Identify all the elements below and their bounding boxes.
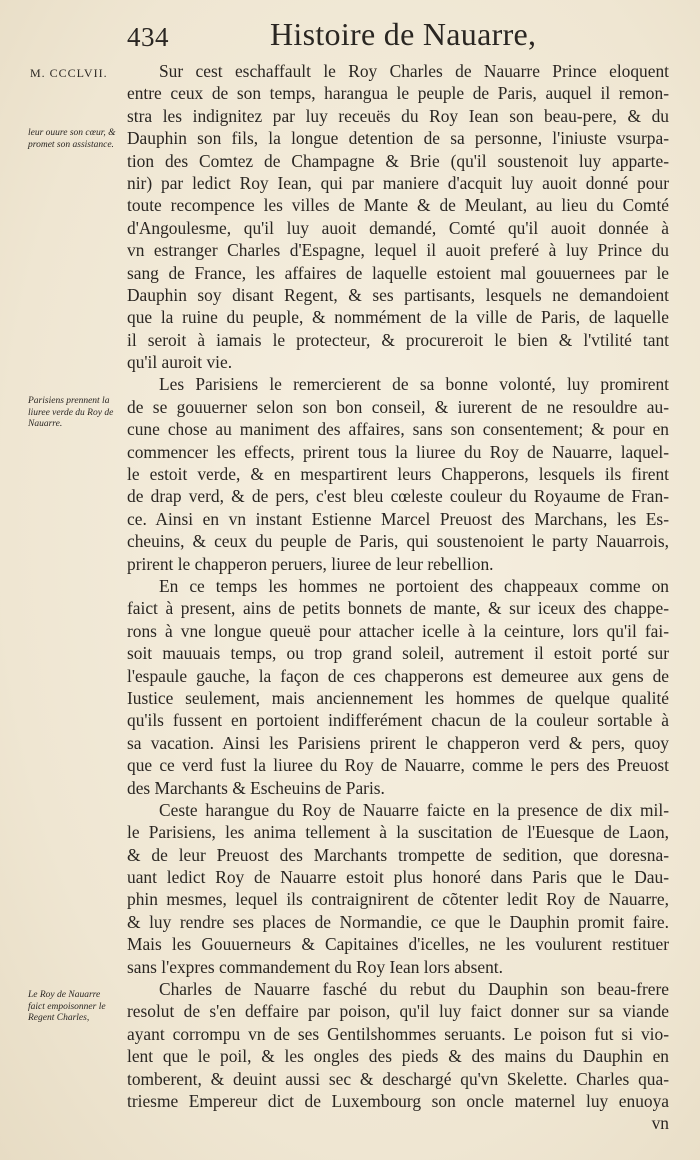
text-line: Ceste harangue du Roy de Nauarre faicte en la presence de dix mil-: [159, 799, 669, 820]
text-line: soit mauuais temps, ou trop grand soleil, autrement il estoit porté sur: [127, 643, 669, 664]
text-line: d'Angoulesme, qu'il luy auoit demandé, Comté qu'il auoit donnée à: [127, 217, 669, 238]
text-line: sang de France, les affaires de laquelle estoient mal gouuernees par le: [127, 262, 669, 283]
text-line: prirent le chapperon peruers, liuree de leur rebellion.: [127, 553, 494, 574]
text-line: Dauphin son fils, la longue detention de sa personne, l'iniuste vsurpa-: [127, 128, 669, 149]
text-line: commencer les effects, prirent tous la liuree du Roy de Nauarre, laquel-: [127, 441, 669, 462]
text-line: & de leur Preuost des Marchants trompette de sedition, que doresna-: [127, 844, 669, 865]
text-line: ayant corrompu vn de ses Gentilshommes seruants. Le poison fut si vio-: [127, 1023, 669, 1044]
text-line: Charles de Nauarre fasché du rebut du Dauphin son beau-frere: [159, 979, 669, 1000]
text-line: sans l'expres commandement du Roy Iean lors absent.: [127, 956, 503, 977]
margin-note: Le Roy de Nauarre faict empoisonner le Regent Charles,: [28, 990, 106, 1023]
text-line: nir) par ledict Roy Iean, qui par maniere d'acquit luy auoit donné pour: [127, 172, 669, 193]
text-line: En ce temps les hommes ne portoient des chappeaux comme on: [159, 575, 669, 596]
text-line: de drap verd, & de pers, c'est bleu cœleste couleur du Royaume de Fran-: [127, 486, 669, 507]
text-line: Dauphin soy disant Regent, & ses partisants, lesquels ne demandoient: [127, 284, 669, 305]
text-line: uant ledict Roy de Nauarre estoit plus honoré dans Paris que le Dau-: [127, 867, 669, 888]
text-line: resolut de s'en deffaire par poison, qu'il luy faict donner sur sa viande: [127, 1001, 669, 1022]
text-line: Mais les Gouuerneurs & Capitaines d'icelles, ne les voulurent restituer: [127, 934, 669, 955]
margin-note: leur ouure son cœur, & promet son assistance.: [28, 128, 116, 150]
text-line: faict à present, ains de petits bonnets de mante, & sur iceux des chappe-: [127, 598, 669, 619]
text-line: phin mesmes, lequel ils contraignirent de cõtenter ledit Roy de Nauarre,: [127, 889, 669, 910]
text-line: que ce verd fust la liuree du Roy de Nauarre, comme le pers des Preuost: [127, 755, 669, 776]
text-line: lent que le poil, & les ongles des pieds & des mains du Dauphin en: [127, 1046, 669, 1067]
text-line: stra les indignitez par luy receuës du Roy Iean son beau-pere, & du: [127, 105, 669, 126]
text-line: Les Parisiens le remercierent de sa bonne volonté, luy promirent: [159, 374, 669, 395]
text-line: cune chose au maniment des affaires, sans son consentement; & pour en: [127, 419, 669, 440]
running-title: Histoire de Nauarre,: [270, 16, 537, 52]
text-line: le Parisiens, les anima tellement à la suscitation de l'Euesque de Laon,: [127, 822, 669, 843]
catchword: vn: [651, 1113, 669, 1134]
text-line: l'espaule gauche, la façon de ces chapperons est demeuree aux gens de: [127, 665, 669, 686]
text-line: entre ceux de son temps, harangua le peuple de Paris, auquel il remon-: [127, 83, 669, 104]
text-line: il seroit à iamais le protecteur, & procureroit le bien & l'vtilité tant: [127, 329, 669, 350]
text-line: cheuins, & ceux du peuple de Paris, qui soustenoient le party Nauarrois,: [127, 531, 669, 552]
text-line: rons à vne longue queuë pour attacher icelle à la ceinture, lors qu'il fai-: [127, 620, 669, 641]
body-text: [127, 60, 669, 1135]
text-line: Sur cest eschaffault le Roy Charles de Nauarre Prince eloquent: [159, 61, 669, 81]
text-line: qu'il auroit vie.: [127, 352, 233, 373]
text-line: tion des Comtez de Champagne & Brie (qu'il soustenoit luy apparte-: [127, 150, 669, 171]
text-line: vn estranger Charles d'Espagne, lequel il auoit preferé à luy Prince du: [127, 240, 669, 261]
text-line: Iustice seulement, mais anciennement les hommes de quelque qualité: [127, 687, 669, 708]
text-line: toute recompence les villes de Mante & de Meulant, au lieu du Comté: [127, 195, 669, 216]
text-line: & luy rendre ses places de Normandie, ce que le Dauphin promit faire.: [127, 911, 669, 932]
year-marginal: M. CCCLVII.: [30, 66, 108, 80]
text-line: qu'ils fussent en portoient indifferément chacun de la couleur sortable à: [127, 710, 669, 731]
text-line: ce. Ainsi en vn instant Estienne Marcel Preuost des Marchans, les Es-: [127, 508, 669, 529]
text-line: triesme Empereur dict de Luxembourg son oncle maternel luy enuoya: [127, 1090, 669, 1111]
text-line: des Marchants & Escheuins de Paris.: [127, 777, 385, 798]
text-line: de se gouuerner selon son bon conseil, & iurerent de ne resouldre au-: [127, 396, 669, 417]
text-line: sa vacation. Ainsi les Parisiens prirent le chapperon verd & pers, quoy: [127, 732, 669, 753]
page-number: 434: [127, 22, 169, 52]
margin-note: Parisiens prennent la liuree verde du Roy de Nauarre.: [28, 396, 114, 429]
text-line: tomberent, & deuint aussi sec & deschargé qu'vn Skelette. Charles qua-: [127, 1068, 669, 1089]
text-line: le estoit verde, & en mespartirent leurs Chapperons, lesquels ils firent: [127, 464, 669, 485]
text-line: que la ruine du peuple, & nommément de la ville de Paris, de laquelle: [127, 307, 669, 328]
